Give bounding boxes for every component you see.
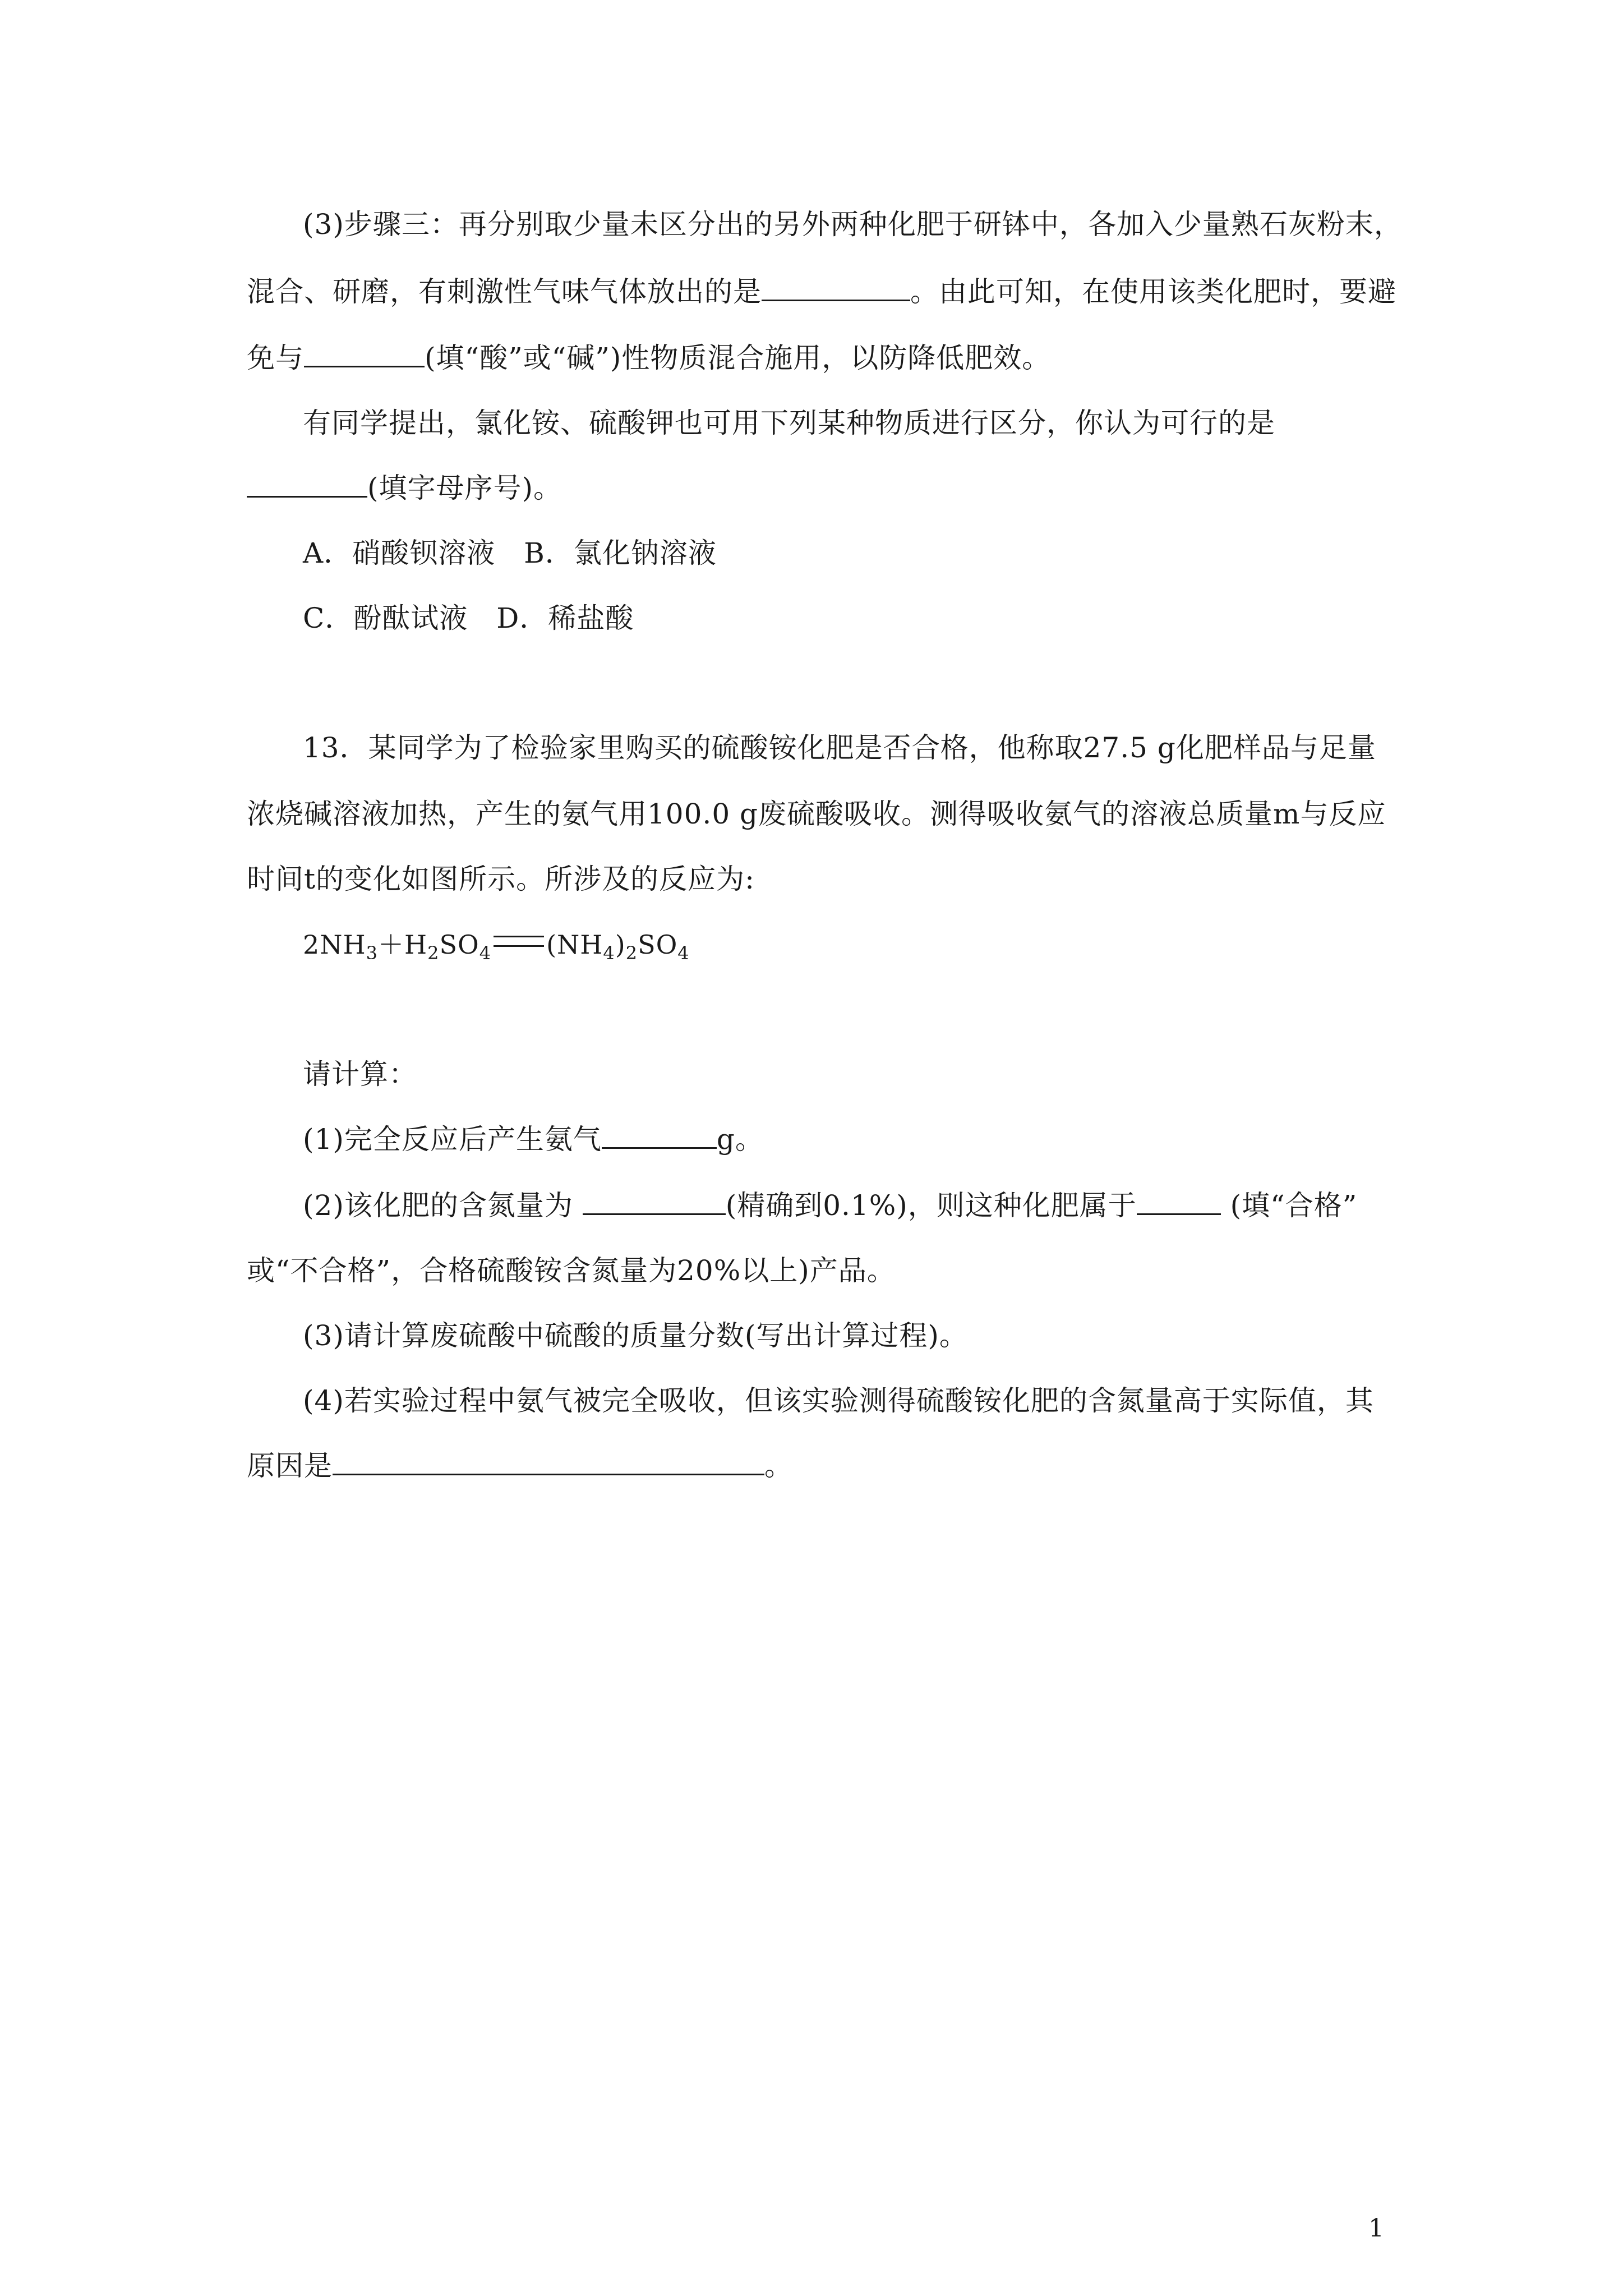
text: 。由此可知，在使用该类化肥时，要避: [910, 275, 1396, 308]
q12-part3-line2: [0, 274, 1623, 310]
q12-part3-line1: [0, 206, 1623, 242]
text: A．硝酸钡溶液 B．氯化钠溶液: [303, 537, 717, 569]
q12-part3-line4: [0, 405, 1623, 441]
q13-sub4-line2: [0, 1448, 1623, 1484]
text: (填字母序号)。: [367, 472, 562, 504]
text: 13．某同学为了检验家里购买的硫酸铵化肥是否合格，他称取27.5 g化肥样品与足量: [303, 731, 1376, 764]
text: (1)完全反应后产生氨气: [303, 1123, 602, 1156]
text: (3)请计算废硫酸中硫酸的质量分数(写出计算过程)。: [303, 1319, 968, 1352]
q13-line2: [0, 796, 1623, 832]
q13-sub2-line2: [0, 1253, 1623, 1289]
eq-part: ＋H: [378, 930, 428, 960]
q12-options-row2: [0, 600, 1623, 636]
chemical-equation: [0, 927, 1623, 971]
eq-subscript: 2: [625, 942, 638, 964]
answer-blank[interactable]: [602, 1121, 717, 1149]
answer-blank[interactable]: [333, 1448, 764, 1475]
answer-blank[interactable]: [247, 470, 367, 498]
q12-part3-line3: [0, 340, 1623, 376]
eq-subscript: 4: [479, 942, 492, 964]
text: (3)步骤三：再分别取少量未区分出的另外两种化肥于研钵中，各加入少量熟石灰粉末，: [303, 208, 1403, 241]
text: g。: [716, 1123, 764, 1156]
eq-part: (NH: [546, 930, 603, 960]
eq-subscript: 3: [366, 942, 378, 964]
page-number: 1: [1368, 2214, 1384, 2243]
text: 浓烧碱溶液加热，产生的氨气用100.0 g废硫酸吸收。测得吸收氨气的溶液总质量m与反应: [247, 798, 1386, 830]
text: (2)该化肥的含氮量为: [303, 1189, 583, 1222]
text: (4)若实验过程中氨气被完全吸收，但该实验测得硫酸铵化肥的含氮量高于实际值，其: [303, 1384, 1374, 1417]
eq-subscript: 4: [603, 942, 615, 964]
q13-prompt: [0, 1056, 1623, 1092]
q13-line1: [0, 730, 1623, 766]
text: 免与: [247, 342, 304, 374]
text: (精确到0.1%)，则这种化肥属于: [725, 1189, 1137, 1222]
q13-sub4-line1: [0, 1383, 1623, 1419]
text: 请计算：: [303, 1058, 417, 1091]
text: 时间t的变化如图所示。所涉及的反应为:: [247, 863, 755, 895]
eq-subscript: 4: [677, 942, 690, 964]
text: (填“合格”: [1220, 1189, 1358, 1222]
answer-blank[interactable]: [762, 274, 910, 301]
answer-blank[interactable]: [583, 1188, 726, 1215]
text: (填“酸”或“碱”)性物质混合施用，以防降低肥效。: [425, 342, 1051, 374]
eq-subscript: 2: [427, 942, 440, 964]
eq-part: SO: [638, 930, 678, 960]
q13-sub1: [0, 1121, 1623, 1157]
text: 混合、研磨，有刺激性气味气体放出的是: [247, 275, 762, 308]
text: 或“不合格”，合格硫酸铵含氮量为20%以上)产品。: [247, 1254, 896, 1287]
answer-blank[interactable]: [1137, 1188, 1221, 1215]
text: C．酚酞试液 D．稀盐酸: [303, 602, 634, 634]
eq-part: ): [615, 930, 626, 960]
q13-line3: [0, 861, 1623, 897]
q13-sub2-line1: [0, 1188, 1623, 1223]
eq-part: SO: [439, 930, 479, 960]
text: 原因是: [247, 1450, 333, 1482]
q13-sub3: [0, 1318, 1623, 1354]
q12-options-row1: [0, 535, 1623, 571]
eq-part: 2NH: [303, 930, 366, 960]
text: 。: [764, 1450, 793, 1482]
equals-sign: [494, 936, 544, 947]
answer-blank[interactable]: [304, 340, 425, 367]
text: 有同学提出，氯化铵、硫酸钾也可用下列某种物质进行区分，你认为可行的是: [303, 407, 1275, 439]
q12-part3-line5: [0, 470, 1623, 506]
